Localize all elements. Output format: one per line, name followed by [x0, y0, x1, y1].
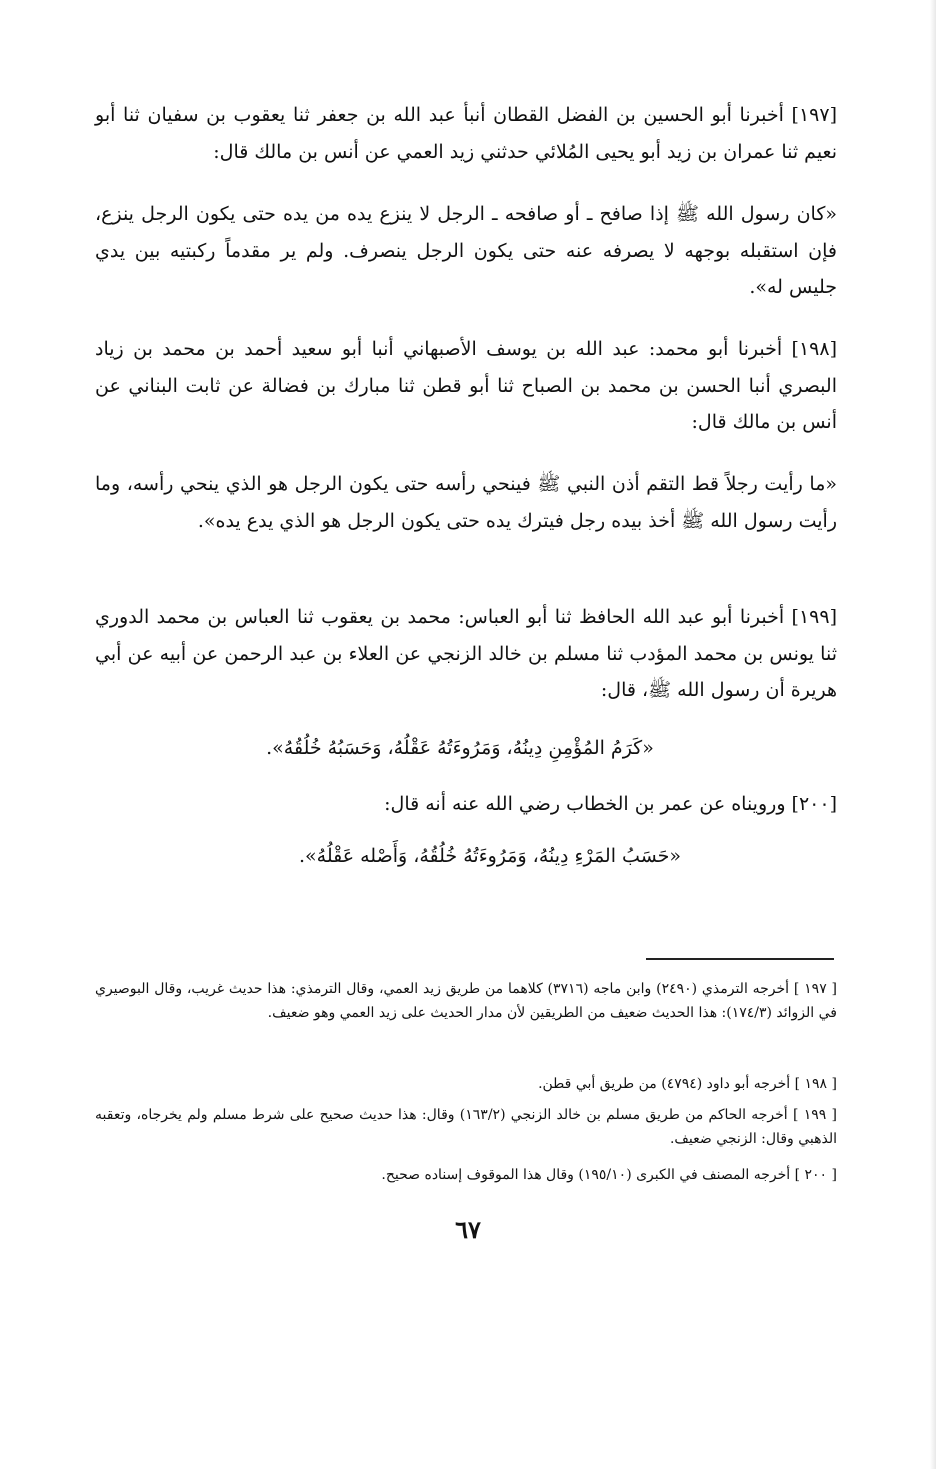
- hadith-199: «كَرَمُ المُؤْمِنِ دِينُهُ، وَمَرُوءَتُهُ عَقْلُهُ، وَحَسَبُهُ خُلُقُهُ».: [266, 737, 654, 759]
- scan-edge-shadow: [930, 0, 936, 1469]
- footnote-199: [ ١٩٩ ] أخرجه الحاكم من طريق مسلم بن خالد الزنجي (١٦٣/٢) وقال: هذا حديث صحيح على شرط مسلم ولم يخرجاه، وتعقبه الذهبي وقال: الزنجي ضعيف.: [95, 1107, 838, 1147]
- footnote-200: [ ٢٠٠ ] أخرجه المصنف في الكبرى (١٩٥/١٠) وقال هذا الموقوف إسناده صحيح.: [381, 1167, 837, 1183]
- narration-199: [١٩٩] أخبرنا أبو عبد الله الحافظ ثنا أبو العباس: محمد بن يعقوب ثنا العباس بن محمد الدوري ثنا يونس بن محمد المؤدب ثنا مسلم بن خالد الزنجي عن العلاء بن عبد الرحمن عن أبيه عن أبي هريرة أن رسول الله ﷺ، قال:: [95, 606, 837, 701]
- footnote-197: [ ١٩٧ ] أخرجه الترمذي (٢٤٩٠) وابن ماجه (٣٧١٦) كلاهما من طريق زيد العمي، وقال الترمذي: هذا حديث غريب، وقال البوصيري في الزوائد (١٧٤/٣): هذا الحديث ضعيف من الطريقين لأن مدار الحديث على زيد العمي وهو ضعيف.: [95, 981, 837, 1021]
- hadith-200: «حَسَبُ المَرْءِ دِينُهُ، وَمَرُوءَتُهُ خُلُقُهُ، وَأَصْله عَقْلُهُ».: [298, 845, 682, 867]
- footnote-198: [ ١٩٨ ] أخرجه أبو داود (٤٧٩٤) من طريق أبي قطن.: [538, 1076, 837, 1092]
- narration-198: [١٩٨] أخبرنا أبو محمد: عبد الله بن يوسف الأصبهاني أنبا أبو سعيد أحمد بن محمد بن زياد البصري أنبا الحسن بن محمد بن الصباح ثنا أبو قطن ثنا مبارك بن فضالة عن ثابت البناني عن أنس بن مالك قال:: [95, 338, 837, 433]
- footnote-separator: [646, 958, 834, 960]
- hadith-197: «كان رسول الله ﷺ إذا صافح ـ أو صافحه ـ الرجل لا ينزع يده من يده حتى يكون الرجل ينزع، فإن استقبله بوجهه لا يصرفه عنه حتى يكون الرجل ينصرف. ولم ير مقدماً ركبتيه بين يدي جليس له».: [95, 203, 837, 298]
- page-number: ٦٧: [455, 1215, 481, 1244]
- hadith-198: «ما رأيت رجلاً قط التقم أذن النبي ﷺ فينحي رأسه حتى يكون الرجل هو الذي ينحي رأسه، وما رأيت رسول الله ﷺ أخذ بيده رجل فيترك يده حتى يكون الرجل هو الذي يدع يده».: [95, 473, 837, 532]
- narration-200: [٢٠٠] ورويناه عن عمر بن الخطاب رضي الله عنه أنه قال:: [384, 793, 837, 815]
- narration-197: [١٩٧] أخبرنا أبو الحسين بن الفضل القطان أنبأ عبد الله بن جعفر ثنا يعقوب بن سفيان ثنا أبو نعيم ثنا عمران بن زيد أبو يحيى المُلائي حدثني زيد العمي عن أنس بن مالك قال:: [95, 104, 837, 163]
